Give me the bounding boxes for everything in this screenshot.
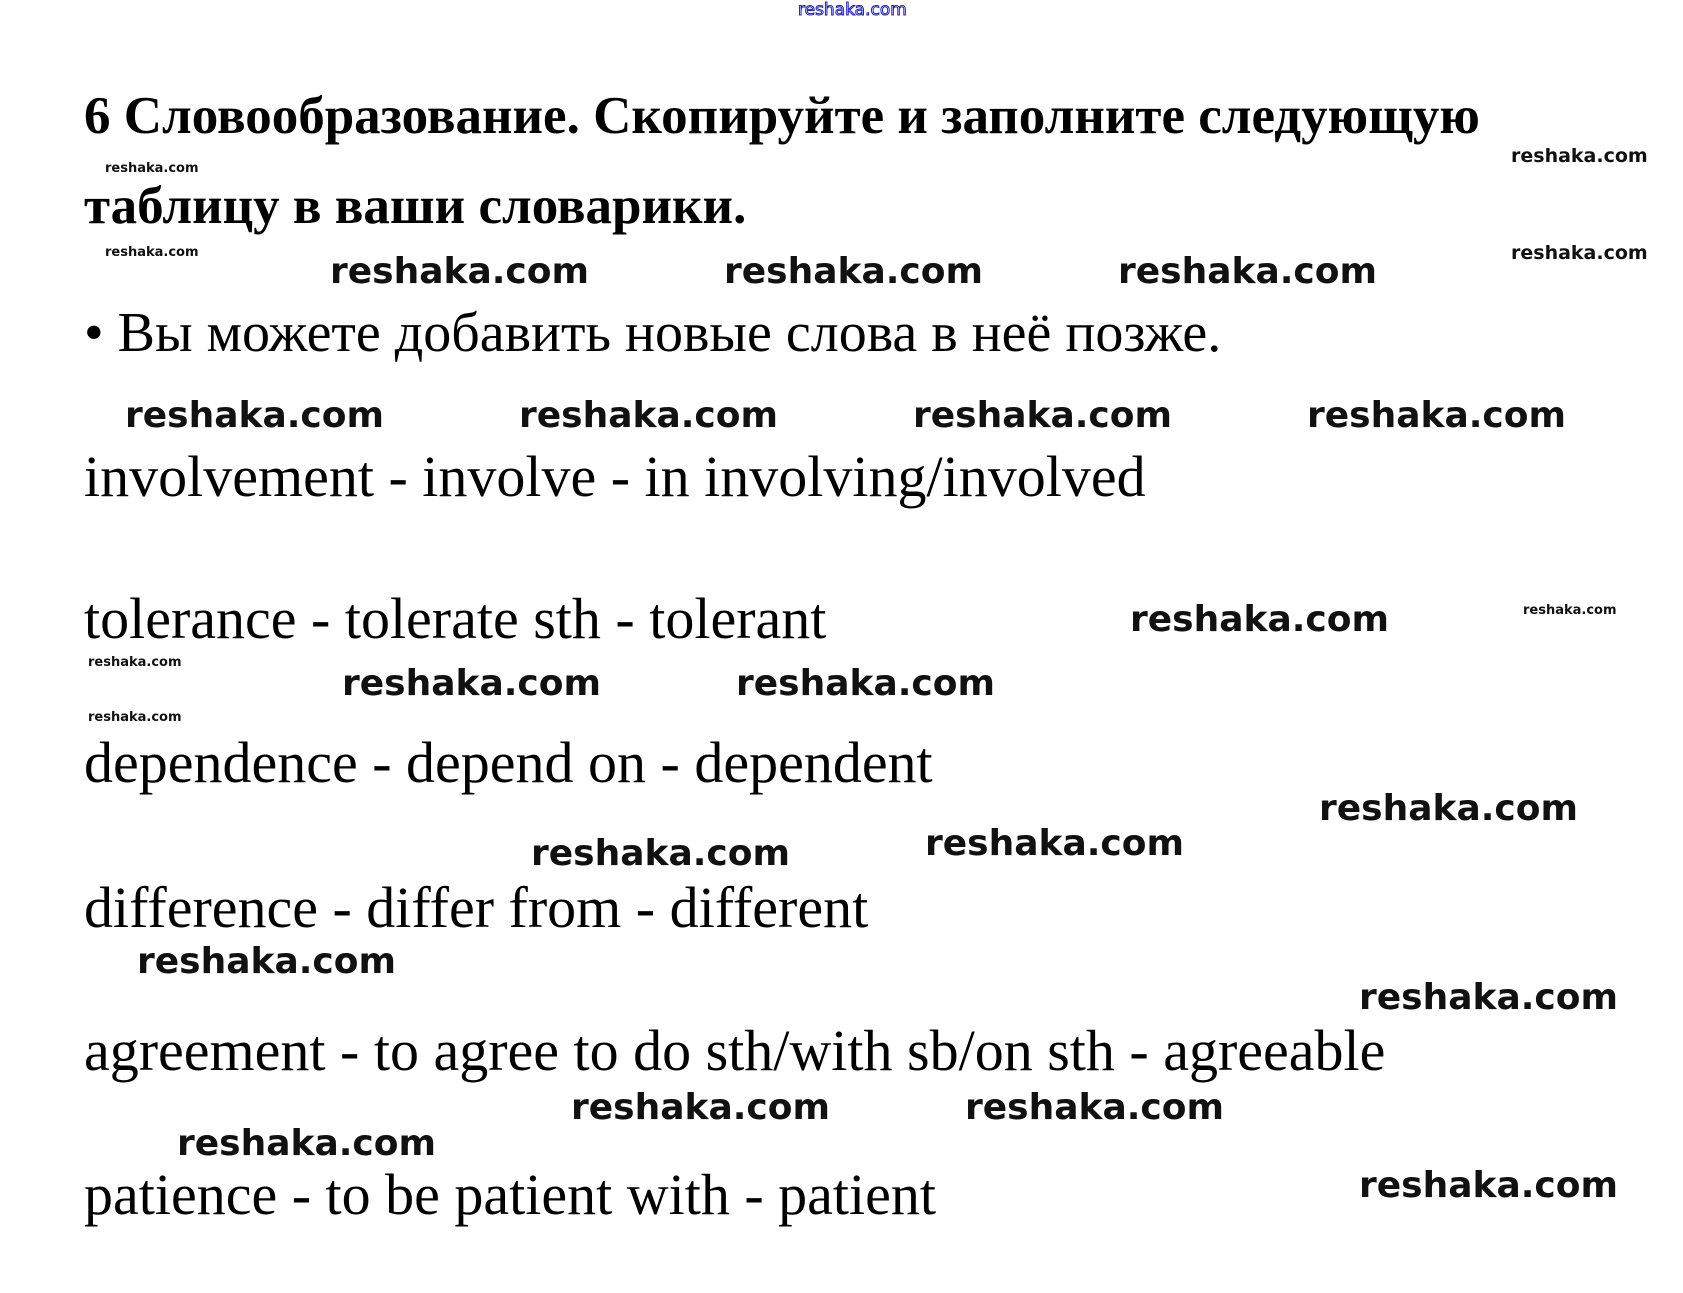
word-family-line: tolerance - tolerate sth - tolerant — [84, 586, 827, 651]
word-family-line: difference - differ from - different — [84, 875, 869, 940]
watermark: reshaka.com — [125, 395, 385, 436]
watermark: reshaka.com — [571, 1087, 831, 1128]
word-family-line: dependence - depend on - dependent — [84, 730, 933, 795]
header-watermark: reshaka.com — [798, 0, 907, 20]
watermark: reshaka.com — [1319, 788, 1579, 829]
watermark: reshaka.com — [137, 941, 397, 982]
word-family-line: involvement - involve - in involving/involved — [84, 444, 1146, 509]
word-family-line: patience - to be patient with - patient — [84, 1162, 936, 1227]
watermark: reshaka.com — [1359, 977, 1619, 1018]
watermark: reshaka.com — [531, 833, 791, 874]
word-family-line: agreement - to agree to do sth/with sb/on sth - agreeable — [84, 1018, 1386, 1083]
watermark: reshaka.com — [88, 710, 182, 725]
watermark: reshaka.com — [965, 1087, 1225, 1128]
watermark: reshaka.com — [1307, 395, 1567, 436]
watermark: reshaka.com — [519, 395, 779, 436]
watermark: reshaka.com — [330, 251, 590, 292]
watermark: reshaka.com — [913, 395, 1173, 436]
exercise-title-line1: 6 Словообразование. Скопируйте и заполните следующую — [84, 87, 1480, 145]
watermark: reshaka.com — [1511, 145, 1648, 167]
watermark: reshaka.com — [925, 823, 1185, 864]
exercise-title-line2: таблицу в ваши словарики. — [84, 177, 747, 235]
watermark: reshaka.com — [177, 1123, 437, 1164]
watermark: reshaka.com — [1511, 242, 1648, 264]
watermark: reshaka.com — [1118, 251, 1378, 292]
watermark: reshaka.com — [342, 663, 602, 704]
instruction-bullet: • Вы можете добавить новые слова в неё позже. — [84, 302, 1222, 364]
watermark: reshaka.com — [724, 251, 984, 292]
watermark: reshaka.com — [1523, 603, 1617, 618]
watermark: reshaka.com — [88, 655, 182, 670]
watermark: reshaka.com — [736, 663, 996, 704]
watermark: reshaka.com — [105, 161, 199, 176]
watermark: reshaka.com — [1130, 599, 1390, 640]
watermark: reshaka.com — [1359, 1165, 1619, 1206]
watermark: reshaka.com — [105, 245, 199, 260]
